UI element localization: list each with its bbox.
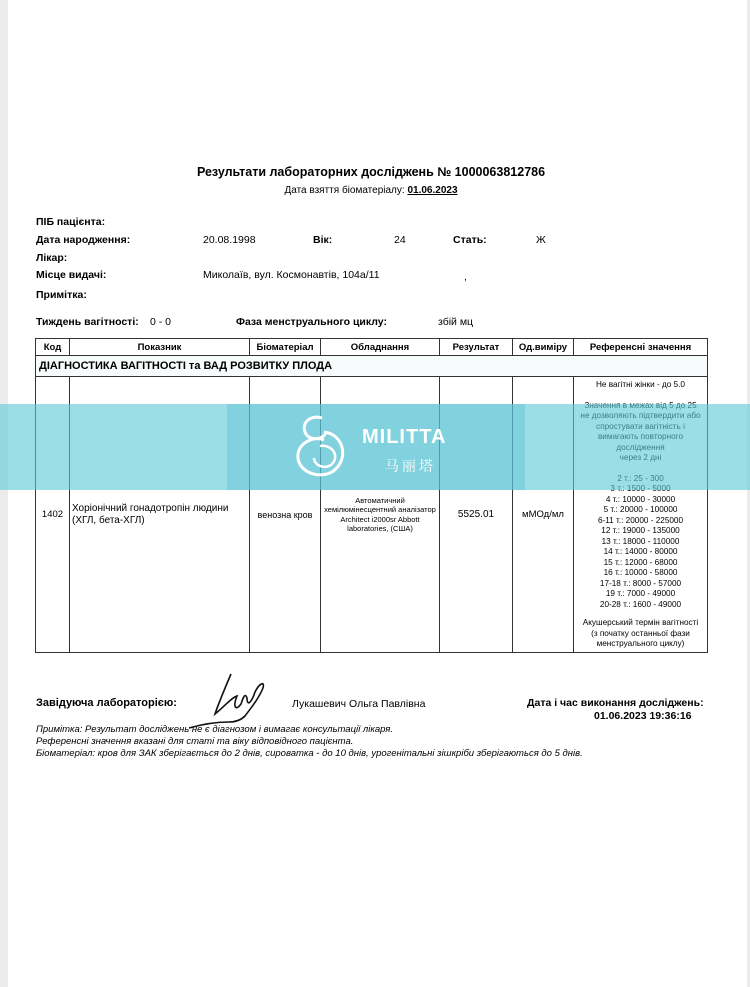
- col-indicator: Показник: [70, 339, 250, 356]
- place-value: Миколаїв, вул. Космонавтів, 104а/11: [203, 269, 380, 281]
- ref-term: Акушерський термін вагітності: [582, 618, 699, 627]
- ref-term: (з початку останньої фази: [591, 628, 690, 638]
- col-reference: Референсні значення: [574, 339, 708, 356]
- ref-not-pregnant: Не вагітні жінки - до 5.0: [596, 380, 685, 389]
- ref-week: 20-28 т.: 1600 - 49000: [599, 599, 682, 609]
- dob-label: Дата народження:: [36, 234, 131, 246]
- ref-week: 16 т.: 10000 - 58000: [603, 568, 678, 577]
- doctor-label: Лікар:: [36, 252, 68, 264]
- ref-week: 4 т.: 10000 - 30000: [605, 494, 676, 504]
- footer-note: Примітка: Результат досліджень не є діагнозом і вимагає консультації лікаря.: [36, 724, 393, 735]
- ref-term: менструального циклу): [596, 639, 685, 648]
- sex-label: Стать:: [453, 234, 487, 246]
- row-equipment: Автоматичний хемілюмінесцентний аналізатор Architect i2000sr Abbott laboratories, (США): [321, 377, 440, 653]
- ref-week: 14 т.: 14000 - 80000: [603, 547, 678, 556]
- dob-value: 20.08.1998: [203, 234, 256, 246]
- week-value: 0 - 0: [150, 316, 172, 328]
- results-table: [35, 338, 708, 653]
- phase-label: Фаза менструального циклу:: [236, 316, 387, 328]
- age-value: 24: [394, 234, 406, 246]
- ref-week: 5 т.: 20000 - 100000: [603, 505, 678, 514]
- table-header-row: [36, 339, 708, 356]
- footer-note: Біоматеріал: кров для ЗАК зберігається до 2 днів, сироватка - до 10 днів, урогенітальні зішкріби зберігаються до 5 днів.: [36, 748, 583, 759]
- row-code: 1402: [36, 377, 70, 653]
- patient-name-label: ПІБ пацієнта:: [36, 216, 106, 228]
- ref-week: 13 т.: 18000 - 110000: [601, 536, 680, 546]
- exec-label: Дата і час виконання досліджень:: [527, 697, 704, 709]
- section-title: ДІАГНОСТИКА ВАГІТНОСТІ та ВАД РОЗВИТКУ ПЛОДА: [36, 356, 708, 377]
- footer-note: Референсні значення вказані для статі та віку відповідного пацієнта.: [36, 736, 354, 747]
- note-label: Примітка:: [36, 289, 87, 301]
- watermark-chinese: 马丽塔: [385, 458, 436, 474]
- row-indicator: Хоріонічний гонадотропін людини (ХГЛ, бета-ХГЛ): [70, 377, 250, 653]
- ref-week: 6-11 т.: 20000 - 225000: [597, 515, 684, 525]
- ref-week: 12 т.: 19000 - 135000: [601, 526, 680, 535]
- col-equipment: Обладнання: [321, 339, 440, 356]
- place-label: Місце видачі:: [36, 269, 107, 281]
- col-unit: Од.виміру: [513, 339, 574, 356]
- scan-edge-left: [0, 0, 8, 987]
- watermark-brand: MILITTA: [362, 426, 447, 448]
- row-unit: мМОд/мл: [513, 377, 574, 653]
- age-label: Вік:: [313, 234, 333, 246]
- ref-week: 19 т.: 7000 - 49000: [605, 589, 676, 598]
- ref-week: 17-18 т.: 8000 - 57000: [599, 578, 682, 588]
- head-name: Лукашевич Ольга Павлівна: [292, 698, 426, 710]
- sample-date-line: [0, 185, 742, 196]
- col-result: Результат: [440, 339, 513, 356]
- row-result: 5525.01: [440, 377, 513, 653]
- week-label: Тиждень вагітності:: [36, 316, 139, 328]
- ref-week: 15 т.: 12000 - 68000: [603, 557, 678, 567]
- col-code: Код: [36, 339, 70, 356]
- sample-date-label: Дата взяття біоматеріалу:: [284, 185, 405, 196]
- sex-value: Ж: [536, 234, 546, 246]
- sample-date: 01.06.2023: [407, 185, 458, 196]
- row-biomaterial: венозна кров: [250, 377, 321, 653]
- col-biomaterial: Біоматеріал: [250, 339, 321, 356]
- phase-value: збій мц: [438, 316, 474, 328]
- place-comma: ,: [464, 271, 467, 283]
- exec-datetime: 01.06.2023 19:36:16: [594, 710, 692, 722]
- head-label: Завідуюча лабораторією:: [36, 697, 177, 709]
- report-title: Результати лабораторних досліджень № 1000063812786: [196, 165, 546, 179]
- signature-icon: [185, 668, 285, 730]
- militta-logo-icon: [290, 410, 360, 485]
